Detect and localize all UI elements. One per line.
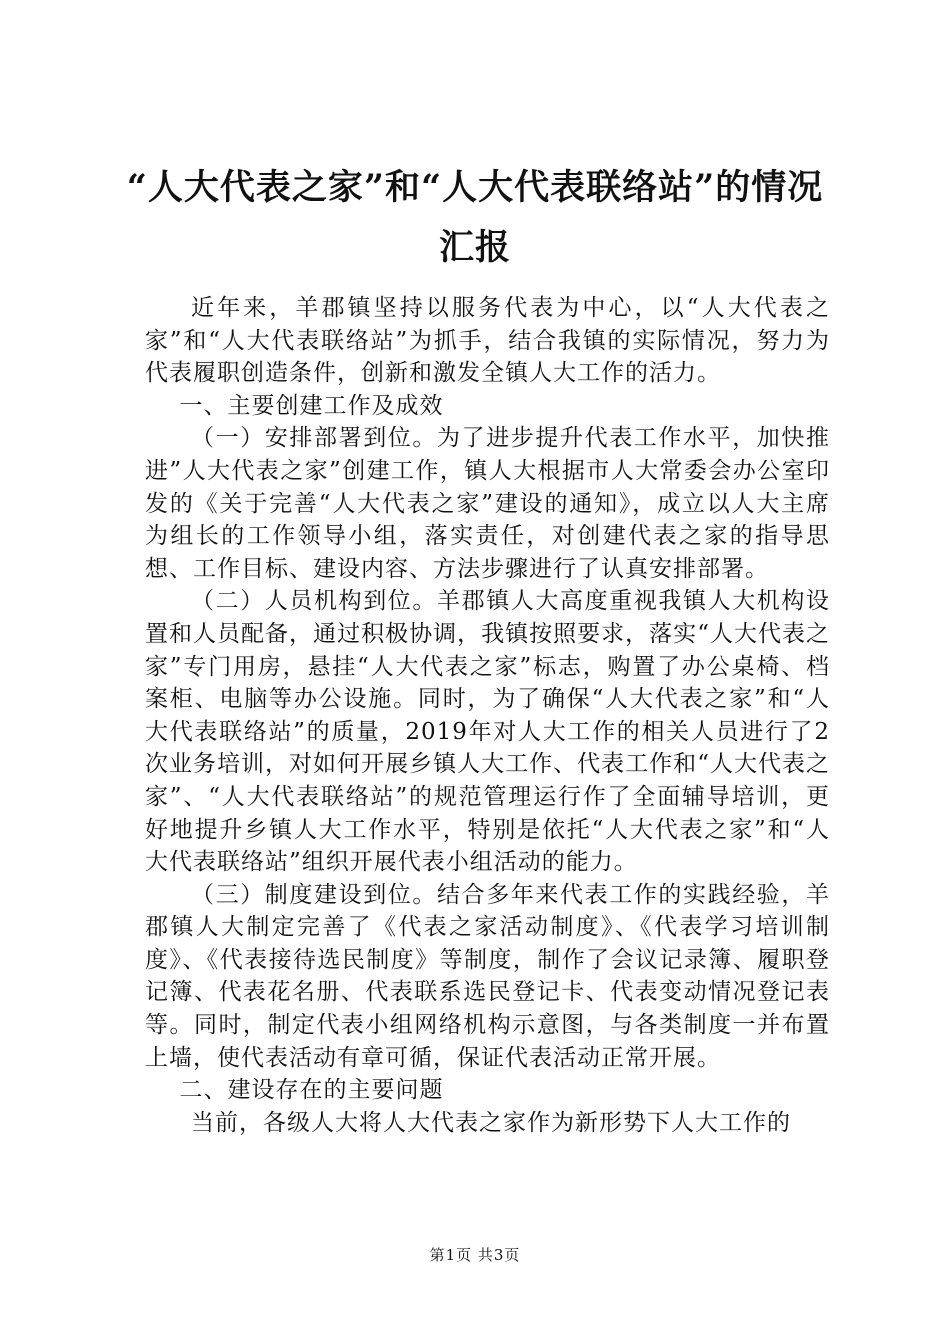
document-body <box>145 292 830 1139</box>
section-heading-2: 二、建设存在的主要问题 <box>179 1077 444 1104</box>
paragraph-deployment: （一）安排部署到位。为了进步提升代表工作水平，加快推进”人大代表之家”创建工作，镇人大根据市人大常委会办公室印发的《关于完善“人大代表之家”建设的通知》，成立以人大主席为组长的工作领导小组，落实责任，对创建代表之家的指导思想、工作目标、建设内容、方法步骤进行了认真安排部署。 <box>145 425 830 582</box>
intro-paragraph: 近年来，羊郡镇坚持以服务代表为中心，以“人大代表之家”和“人大代表联络站”为抓手，结合我镇的实际情况，努力为代表履职创造条件，创新和激发全镇人大工作的活力。 <box>145 295 830 387</box>
paragraph-current: 当前，各级人大将人大代表之家作为新形势下人大工作的 <box>191 1109 791 1136</box>
section-heading-1: 一、主要创建工作及成效 <box>179 392 444 419</box>
page-footer: 第1页 共3页 <box>429 1246 521 1264</box>
paragraph-personnel: （二）人员机构到位。羊郡镇人大高度重视我镇人大机构设置和人员配备，通过积极协调，我镇按照要求，落实“人大代表之家”专门用房，悬挂“人大代表之家”标志，购置了办公桌椅、档案柜、电脑等办公设施。同时，为了确保“人大代表之家”和“人大代表联络站”的质量，2019年对人大工作的相关人员进行了2次业务培训，对如何开展乡镇人大工作、代表工作和“人大代表之家”、“人大代表联络站”的规范管理运行作了全面辅导培训，更好地提升乡镇人大工作水平，特别是依托“人大代表之家”和“人大代表联络站”组织开展代表小组活动的能力。 <box>145 588 830 876</box>
page-title: “人大代表之家”和“人大代表联络站”的情况汇报 <box>126 167 824 268</box>
paragraph-system: （三）制度建设到位。结合多年来代表工作的实践经验，羊郡镇人大制定完善了《代表之家活动制度》、《代表学习培训制度》、《代表接待选民制度》等制度，制作了会议记录簿、履职登记簿、代表花名册、代表联系选民登记卡、代表变动情况登记表等。同时，制定代表小组网络机构示意图，与各类制度一并布置上墙，使代表活动有章可循，保证代表活动正常开展。 <box>145 881 830 1071</box>
